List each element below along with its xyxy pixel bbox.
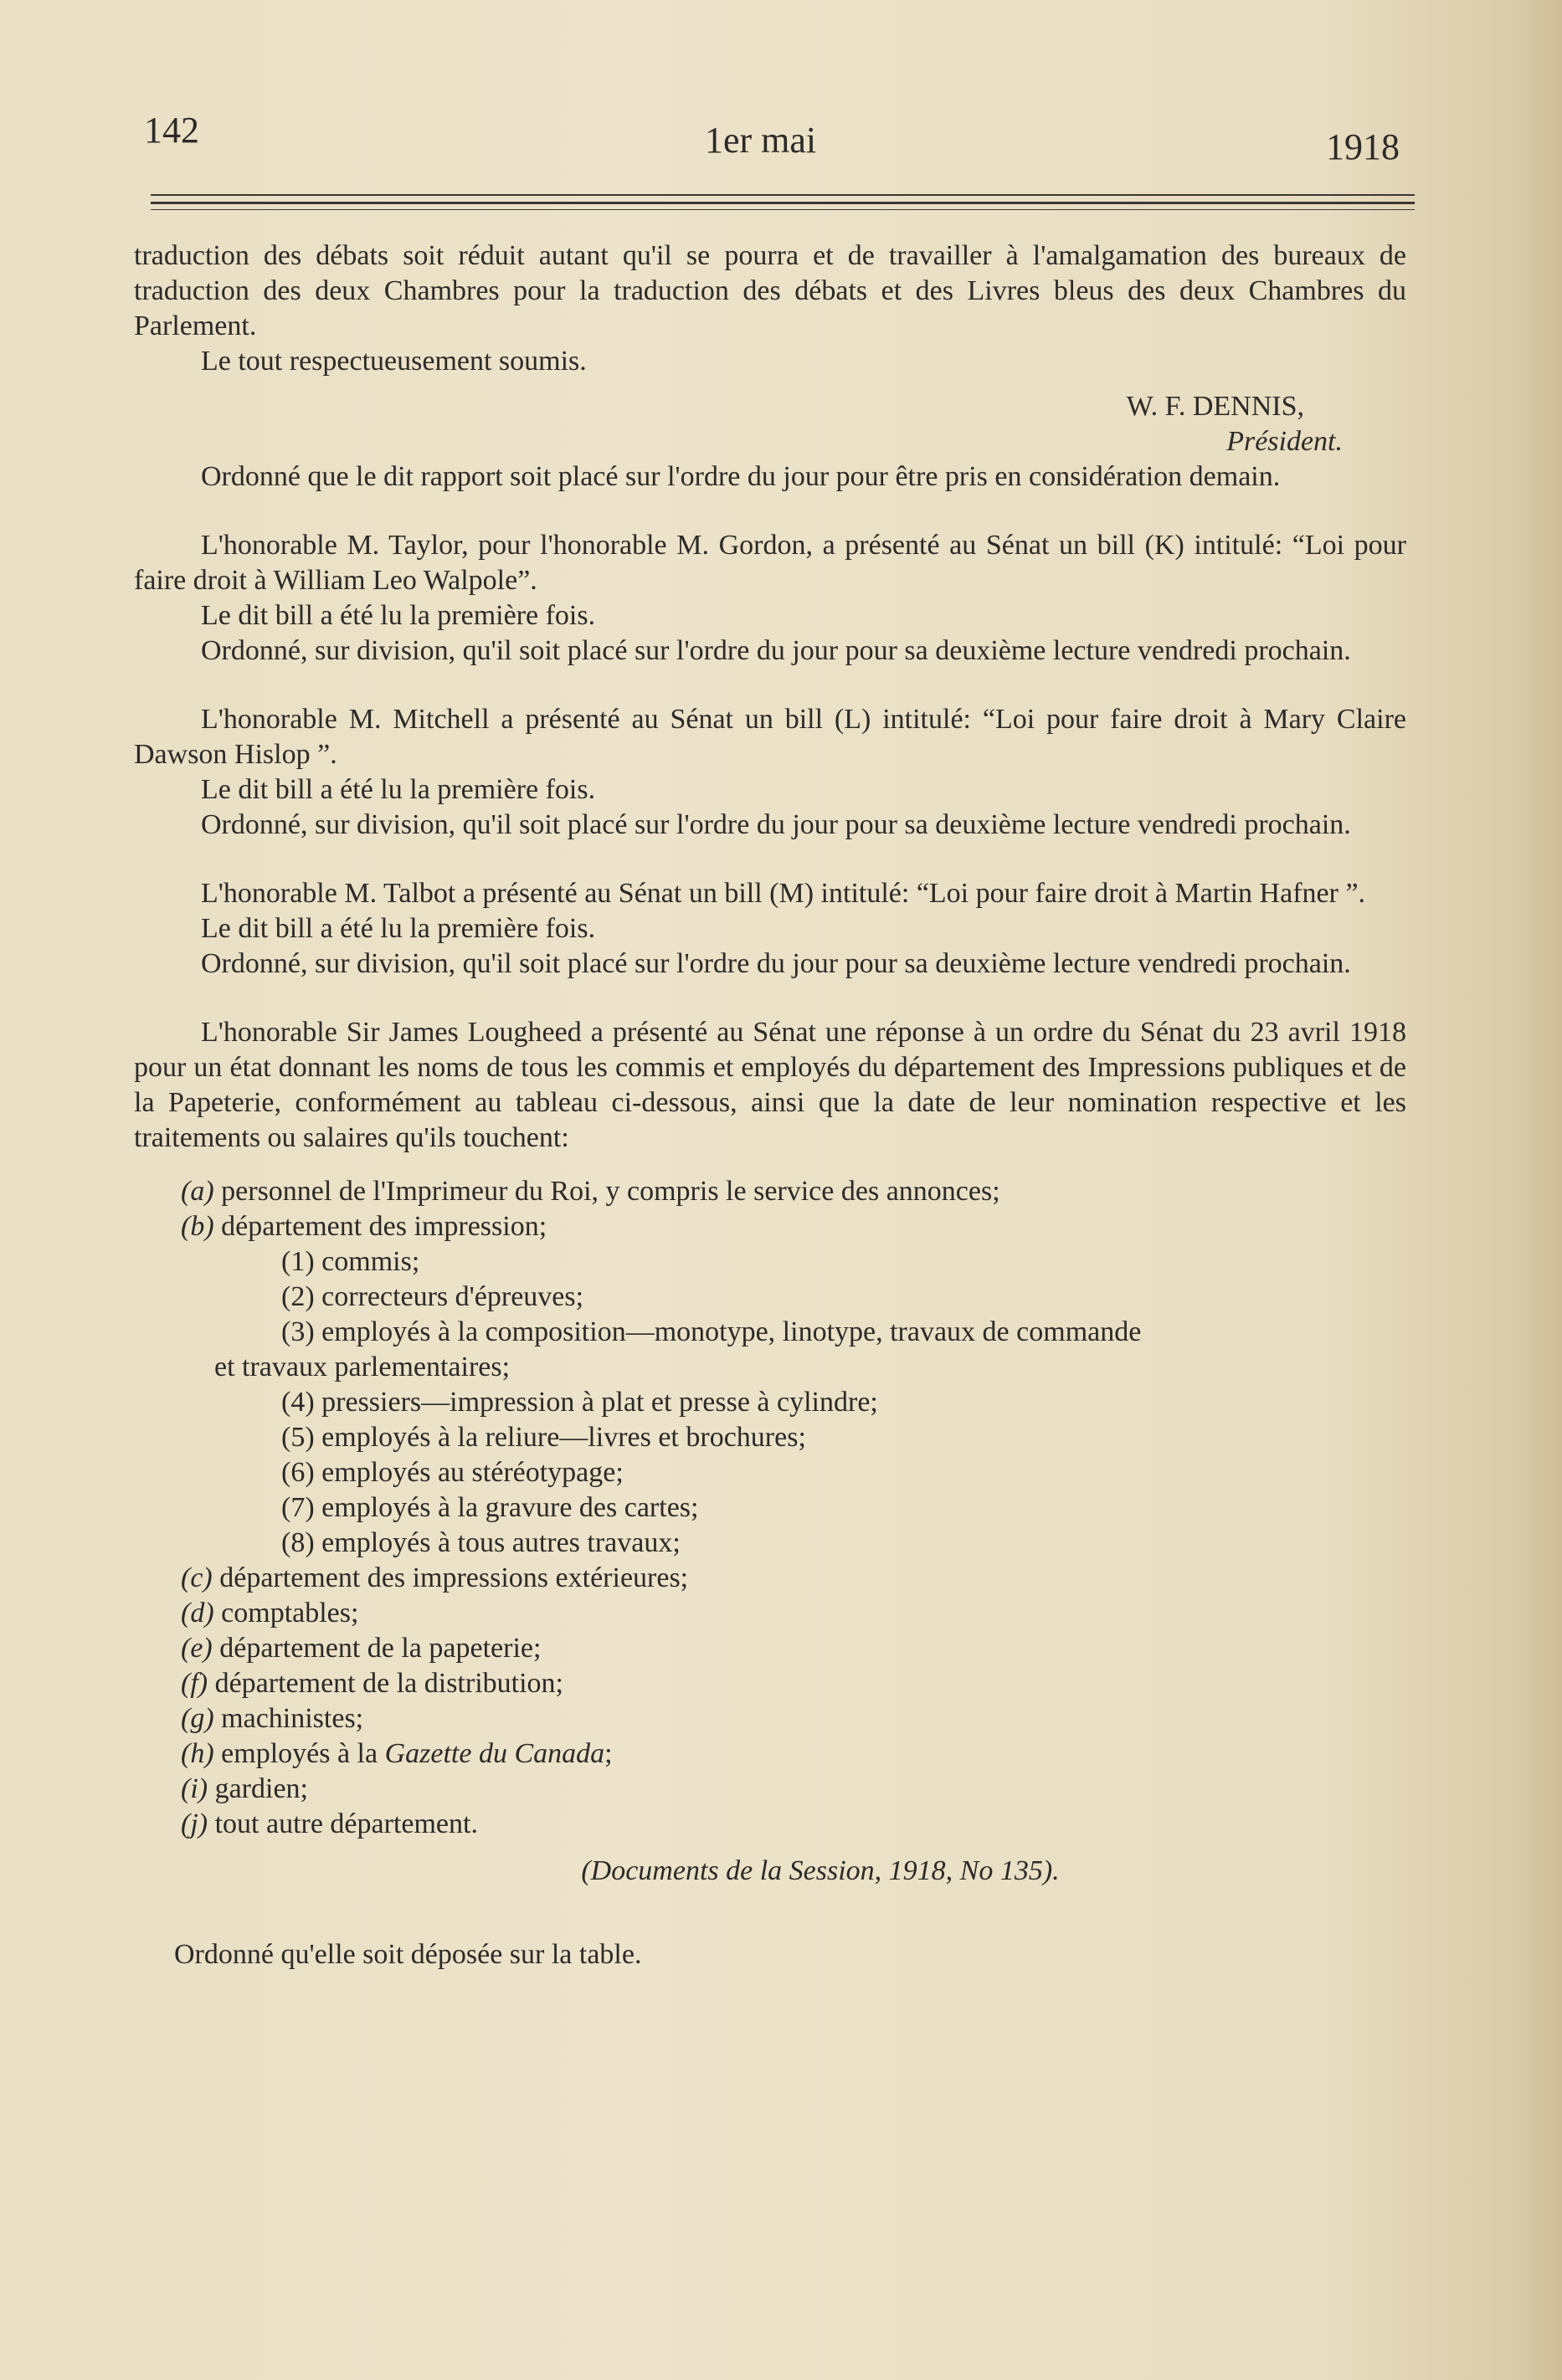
return-intro: L'honorable Sir James Lougheed a présenté au Sénat une réponse à un ordre du Sénat du 23 avril 1918 pour un état donnant les noms de tous les commis et employés du département des Impressions publiques et de la Papeterie, conformément au tableau ci-dessous, ainsi que la date de leur nomination respective et les traitements ou salaires qu'ils touchent: xyxy=(134,1017,1406,1153)
bill-l-reading: Le dit bill a été lu la première fois. xyxy=(201,774,596,805)
list-marker: (h) xyxy=(181,1738,214,1769)
list-item-text: employés à la gravure des cartes; xyxy=(321,1492,699,1523)
list-marker: (d) xyxy=(181,1598,214,1629)
bill-m-order: Ordonné, sur division, qu'il soit placé sur l'ordre du jour pour sa deuxième lecture vendredi prochain. xyxy=(201,948,1351,979)
list-marker: (b) xyxy=(181,1211,214,1242)
list-marker: (g) xyxy=(181,1703,214,1734)
list-item-text: employés au stéréotypage; xyxy=(321,1457,624,1488)
bill-m-intro: L'honorable M. Talbot a présenté au Sénat un bill (M) intitulé: “Loi pour faire droit à Martin Hafner ”. xyxy=(201,878,1366,909)
list-item xyxy=(134,1209,1406,1244)
list-item xyxy=(134,1736,1406,1772)
list-item-text: employés à la reliure—livres et brochures; xyxy=(321,1422,806,1453)
list-marker: (1) xyxy=(281,1246,315,1277)
list-item-text: employés à la composition—monotype, linotype, travaux de commande xyxy=(321,1316,1142,1347)
sub-list-item-continuation: et travaux parlementaires; xyxy=(214,1352,511,1382)
list-marker: (7) xyxy=(281,1492,315,1523)
bill-m-reading: Le dit bill a été lu la première fois. xyxy=(201,913,596,944)
sub-list-item xyxy=(134,1455,1406,1490)
header-date: 1er mai xyxy=(705,120,817,161)
signatory-title: Président. xyxy=(1226,426,1343,457)
list-marker: (j) xyxy=(181,1808,208,1839)
sessional-paper-citation: (Documents de la Session, 1918, No 135). xyxy=(581,1855,1060,1886)
sub-list-item xyxy=(134,1280,1406,1315)
return-closing: Ordonné qu'elle soit déposée sur la table. xyxy=(174,1939,642,1970)
bill-k-intro: L'honorable M. Taylor, pour l'honorable M. Gordon, a présenté au Sénat un bill (K) intitulé: “Loi pour faire droit à William Leo Walpole”. xyxy=(134,530,1406,596)
list-marker: (i) xyxy=(181,1773,208,1804)
list-item-text: employés à la xyxy=(221,1738,378,1769)
list-item-text: département de la papeterie; xyxy=(219,1633,542,1664)
gazette-title: Gazette du Canada xyxy=(384,1738,605,1769)
page-header xyxy=(0,109,1562,176)
list-marker: (2) xyxy=(281,1281,315,1312)
sub-list-item xyxy=(134,1244,1406,1280)
list-item xyxy=(134,1174,1406,1209)
list-marker: (c) xyxy=(181,1562,213,1593)
body-text xyxy=(134,239,1406,1972)
bill-l-intro: L'honorable M. Mitchell a présenté au Sénat un bill (L) intitulé: “Loi pour faire droit à Mary Claire Dawson Hislop ”. xyxy=(134,704,1406,770)
list-marker: (5) xyxy=(281,1422,315,1453)
list-marker: (f) xyxy=(181,1668,208,1699)
header-rule xyxy=(151,209,1415,210)
return-list xyxy=(134,1174,1406,1842)
list-item xyxy=(134,1666,1406,1701)
header-year: 1918 xyxy=(1326,126,1400,167)
list-item-text: département des impressions extérieures; xyxy=(219,1562,689,1593)
list-item-text: commis; xyxy=(321,1246,420,1277)
list-marker: (3) xyxy=(281,1316,315,1347)
bill-k-order: Ordonné, sur division, qu'il soit placé sur l'ordre du jour pour sa deuxième lecture vendredi prochain. xyxy=(201,635,1351,666)
sub-list-item xyxy=(134,1420,1406,1455)
list-item xyxy=(134,1772,1406,1807)
list-item xyxy=(134,1596,1406,1631)
list-item-text: pressiers—impression à plat et presse à cylindre; xyxy=(321,1387,878,1418)
list-item-text: département des impression; xyxy=(221,1211,547,1242)
list-item-suffix: ; xyxy=(604,1738,613,1769)
list-item-text: département de la distribution; xyxy=(214,1668,563,1699)
header-rule xyxy=(151,202,1415,204)
list-item-text: tout autre département. xyxy=(214,1808,478,1839)
list-marker: (8) xyxy=(281,1527,315,1558)
list-item-text: comptables; xyxy=(221,1598,359,1629)
bill-k-reading: Le dit bill a été lu la première fois. xyxy=(201,600,596,631)
list-marker: (4) xyxy=(281,1387,315,1418)
list-marker: (e) xyxy=(181,1633,213,1664)
report-text: traduction des débats soit réduit autant qu'il se pourra et de travailler à l'amalgamation des bureaux de traduction des deux Chambres pour la traduction des débats et des Livres bleus des deux Chambres du Parlement. xyxy=(134,240,1406,341)
list-item xyxy=(134,1631,1406,1666)
list-item-text: machinistes; xyxy=(221,1703,364,1734)
bill-l-order: Ordonné, sur division, qu'il soit placé sur l'ordre du jour pour sa deuxième lecture vendredi prochain. xyxy=(201,809,1351,840)
list-item-text: gardien; xyxy=(214,1773,308,1804)
list-item-text: employés à tous autres travaux; xyxy=(321,1527,681,1558)
sub-list-item xyxy=(134,1385,1406,1420)
sub-list-item xyxy=(134,1315,1406,1350)
list-item xyxy=(134,1807,1406,1842)
list-item-text: correcteurs d'épreuves; xyxy=(321,1281,584,1312)
list-item xyxy=(134,1561,1406,1596)
report-closing: Le tout respectueusement soumis. xyxy=(201,346,587,377)
report-order: Ordonné que le dit rapport soit placé sur l'ordre du jour pour être pris en considération demain. xyxy=(201,461,1281,492)
sub-list-item xyxy=(134,1490,1406,1526)
list-item xyxy=(134,1701,1406,1736)
list-marker: (6) xyxy=(281,1457,315,1488)
page-number: 142 xyxy=(144,110,199,151)
signatory-name: W. F. DENNIS, xyxy=(1126,391,1304,422)
sub-list-item xyxy=(134,1526,1406,1561)
list-marker: (a) xyxy=(181,1176,214,1207)
list-item-text: personnel de l'Imprimeur du Roi, y compris le service des annonces; xyxy=(221,1176,1000,1207)
header-rule xyxy=(151,194,1415,196)
